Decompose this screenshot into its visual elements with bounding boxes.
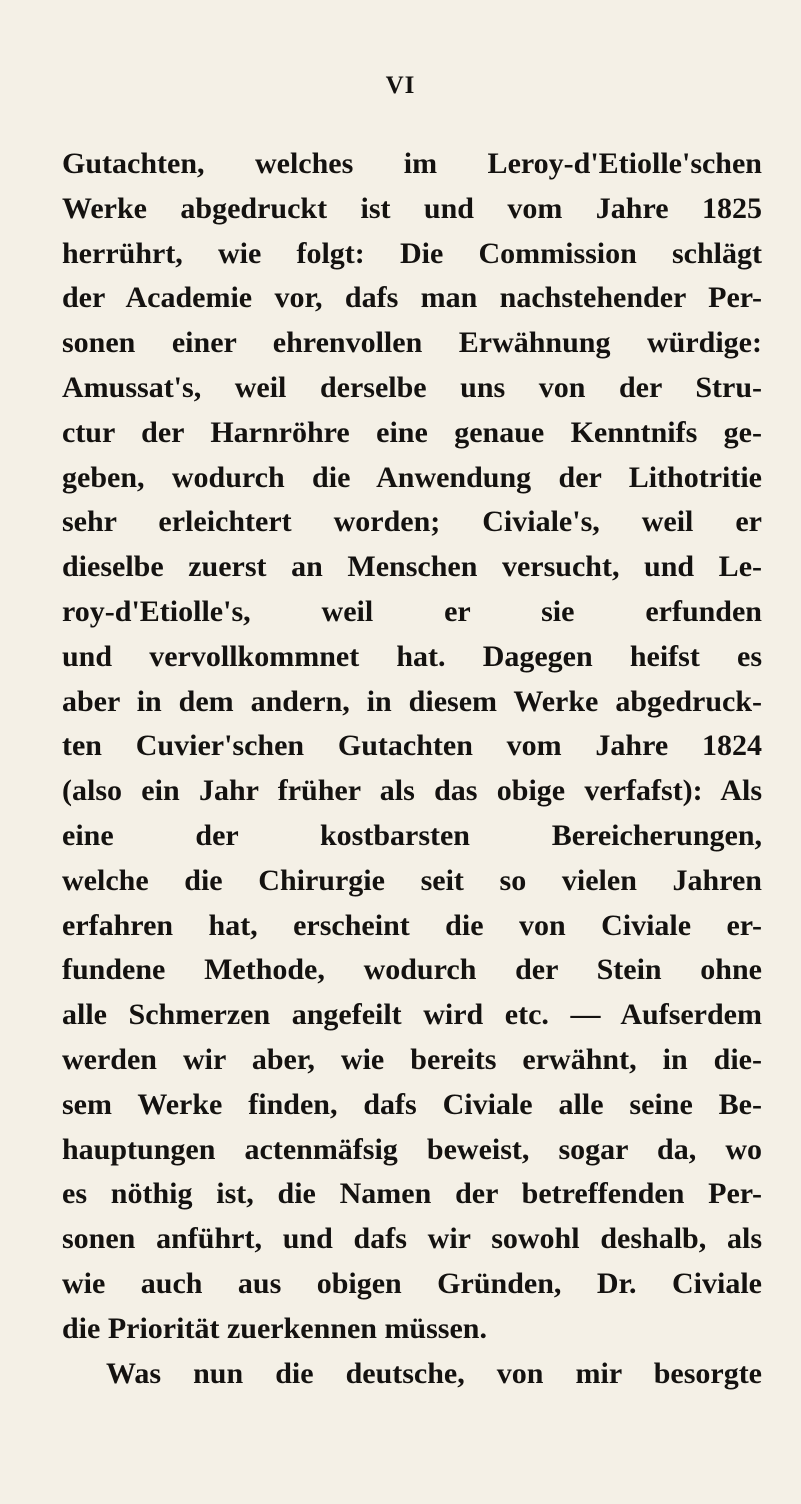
- text-line: sonen anführt, und dafs wir sowohl deshalb, als: [62, 1222, 762, 1256]
- text-line: Werke abgedruckt ist und vom Jahre 1825: [62, 191, 762, 225]
- page-number: VI: [385, 72, 416, 99]
- text-line: welche die Chirurgie seit so vielen Jahren: [62, 863, 762, 897]
- text-line: alle Schmerzen angefeilt wird etc. — Aufserdem: [62, 998, 762, 1032]
- text-line: dieselbe zuerst an Menschen versucht, und Le-: [62, 550, 762, 584]
- text-line: fundene Methode, wodurch der Stein ohne: [62, 953, 762, 987]
- text-line: aber in dem andern, in diesem Werke abgedruck-: [62, 684, 762, 718]
- text-line: herrührt, wie folgt: Die Commission schlägt: [62, 236, 762, 270]
- paragraph-end-line: die Priorität zuerkennen müssen.: [62, 1311, 487, 1345]
- text-line: erfahren hat, erscheint die von Civiale er-: [62, 908, 762, 942]
- paragraph-start-line: Was nun die deutsche, von mir besorgte: [106, 1356, 762, 1390]
- text-line: ctur der Harnröhre eine genaue Kenntnifs ge-: [62, 415, 762, 449]
- text-line: es nöthig ist, die Namen der betreffenden Per-: [62, 1177, 762, 1211]
- text-line: Gutachten, welches im Leroy-d'Etiolle'schen: [62, 147, 762, 180]
- text-line: sem Werke finden, dafs Civiale alle seine Be-: [62, 1087, 762, 1121]
- text-line: Amussat's, weil derselbe uns von der Stru-: [62, 370, 762, 404]
- text-line: ten Cuvier'schen Gutachten vom Jahre 1824: [62, 729, 762, 763]
- text-line: geben, wodurch die Anwendung der Lithotritie: [62, 460, 762, 494]
- text-line: sehr erleichtert worden; Civiale's, weil er: [62, 505, 762, 539]
- text-line: wie auch aus obigen Gründen, Dr. Civiale: [62, 1266, 762, 1300]
- text-line: der Academie vor, dafs man nachstehender Per-: [62, 281, 762, 315]
- text-line: und vervollkommnet hat. Dagegen heifst es: [62, 639, 762, 673]
- text-line: hauptungen actenmäfsig beweist, sogar da, wo: [62, 1132, 762, 1166]
- text-line: werden wir aber, wie bereits erwähnt, in die-: [62, 1042, 762, 1076]
- text-line: eine der kostbarsten Bereicherungen,: [62, 818, 762, 852]
- text-line: (also ein Jahr früher als das obige verfafst): Als: [62, 774, 762, 808]
- body-text: [62, 142, 762, 1396]
- text-line: sonen einer ehrenvollen Erwähnung würdige:: [62, 326, 762, 360]
- text-line: roy-d'Etiolle's, weil er sie erfunden: [62, 594, 762, 628]
